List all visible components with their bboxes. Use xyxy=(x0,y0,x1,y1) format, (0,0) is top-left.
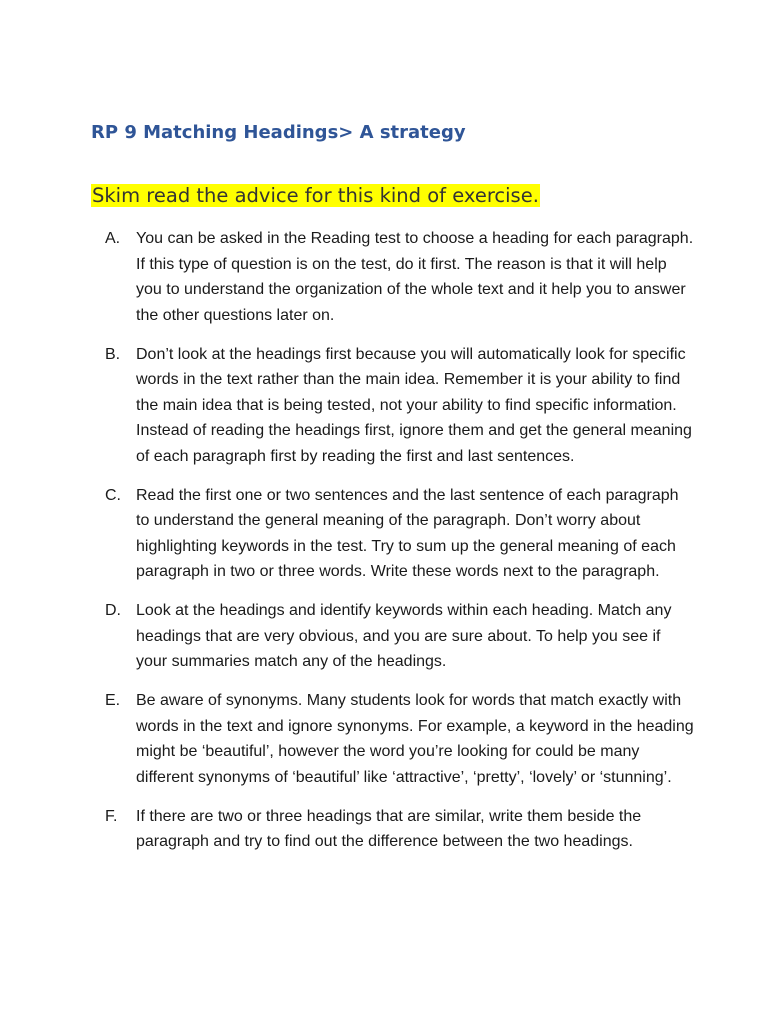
advice-item-f xyxy=(105,804,695,855)
advice-letter: D. xyxy=(105,602,121,619)
instruction-line xyxy=(91,182,540,210)
highlighted-instruction: Skim read the advice for this kind of exercise. xyxy=(92,184,539,207)
advice-item-e xyxy=(105,688,695,790)
advice-letter: E. xyxy=(105,692,121,709)
advice-letter: B. xyxy=(105,345,121,363)
advice-text: Be aware of synonyms. Many students look for words that match exactly with words in the text and ignore synonyms. For example, a keyword in the heading might be ‘beautiful’, however the word you’re looking for could be many different synonyms of ‘beautiful’ like ‘attractive’, ‘pretty’, ‘lovely’ or ‘stunning’. xyxy=(136,692,694,786)
advice-list xyxy=(105,226,695,868)
advice-text: Look at the headings and identify keywords within each heading. Match any headings that are very obvious, and you are sure about. To help you see if your summaries match any of the headings. xyxy=(136,602,672,670)
advice-text: Read the first one or two sentences and the last sentence of each paragraph to understand the general meaning of the paragraph. Don’t worry about highlighting keywords in the test. Try to sum up the general meaning of each paragraph in two or three words. Write these words next to the paragraph. xyxy=(136,486,679,580)
page-title: RP 9 Matching Headings> A strategy xyxy=(91,122,466,143)
advice-text: If there are two or three headings that are similar, write them beside the paragraph and try to find out the difference between the two headings. xyxy=(136,807,642,850)
advice-text: Don’t look at the headings first because you will automatically look for specific words in the text rather than the main idea. Remember it is your ability to find the main idea that is being tested, not your ability to find specific information. Instead of reading the headings first, ignore them and get the general meaning of each paragraph first by reading the first and last sentences. xyxy=(136,345,692,465)
advice-text: You can be asked in the Reading test to choose a heading for each paragraph. If this type of question is on the test, do it first. The reason is that it will help you to understand the organization of the whole text and it help you to answer the other questions later on. xyxy=(136,230,694,324)
advice-letter: C. xyxy=(105,486,121,504)
advice-item-b xyxy=(105,342,695,470)
advice-item-d xyxy=(105,598,695,675)
advice-item-c xyxy=(105,483,695,585)
advice-item-a xyxy=(105,226,695,328)
advice-letter: F. xyxy=(105,807,118,825)
advice-letter: A. xyxy=(105,230,121,247)
